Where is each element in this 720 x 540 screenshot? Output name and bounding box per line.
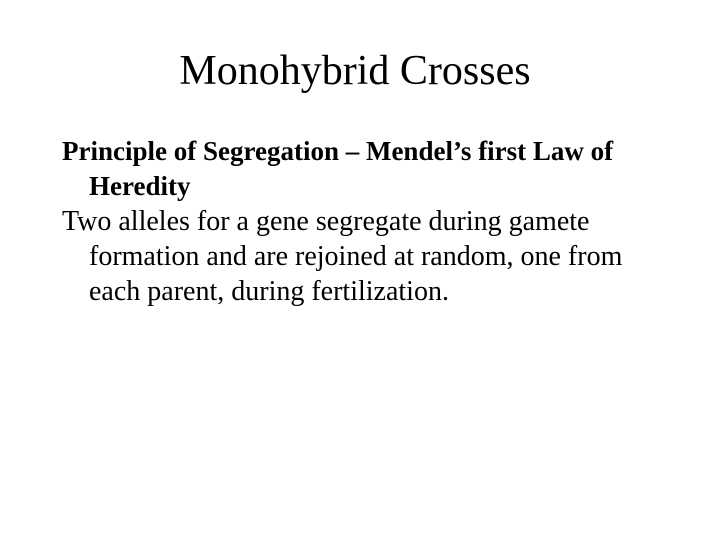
principle-description: Two alleles for a gene segregate during gamete formation and are rejoined at random, one from each parent, during fertilization.	[62, 206, 623, 307]
slide-title: Monohybrid Crosses	[179, 48, 531, 94]
slide-body	[62, 134, 662, 309]
principle-heading: Principle of Segregation – Mendel’s first Law of Heredity	[62, 136, 614, 201]
